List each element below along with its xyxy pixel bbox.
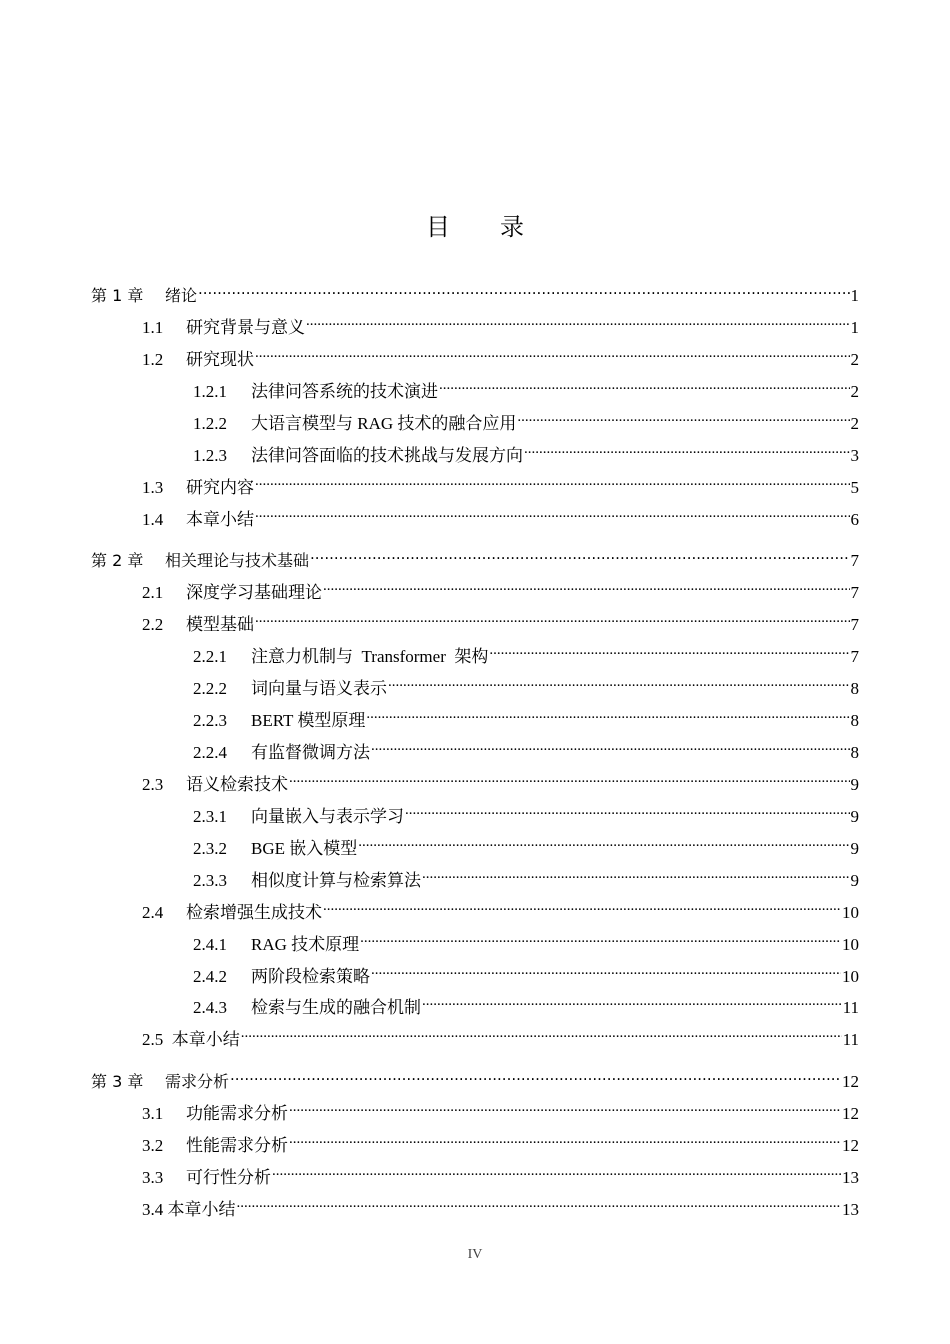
dot-leader [306,311,850,333]
toc-page-number: 7 [850,647,859,666]
toc-section-3-3[interactable] [142,1161,859,1187]
toc-label: 功能需求分析 [186,1104,288,1123]
dot-leader [289,1129,841,1151]
toc-number: 2.2 [142,615,164,634]
dot-leader [230,1065,841,1087]
toc-page-number: 9 [850,775,859,794]
toc-page-number: 8 [850,711,859,730]
dot-leader [388,672,850,694]
toc-page-number: 5 [850,478,859,497]
dot-leader [255,608,850,630]
dot-leader [405,800,850,822]
dot-leader [524,439,850,461]
toc-section-2-2-4[interactable] [193,736,859,762]
toc-page-number: 9 [850,871,859,890]
toc-label: 2.5 本章小结 [142,1030,240,1049]
toc-label: 研究现状 [186,350,254,369]
dot-leader [517,407,849,429]
dot-leader [323,576,850,598]
toc-number: 2.4.3 [193,998,227,1017]
toc-page-number: 12 [842,1136,859,1155]
toc-section-1-4[interactable] [142,503,859,529]
toc-label: 大语言模型与 RAG 技术的融合应用 [251,414,517,433]
toc-number: 3.2 [142,1136,164,1155]
toc-page-number: 11 [842,998,859,1017]
toc-page-number: 13 [842,1168,859,1187]
toc-section-2-4-2[interactable] [193,960,859,986]
toc-label: 有监督微调方法 [251,743,370,762]
toc-number: 1.4 [142,510,164,529]
toc-section-2-2[interactable] [142,608,859,634]
toc-section-2-4[interactable] [142,896,859,922]
toc-page-number: 2 [850,414,859,433]
toc-section-2-2-2[interactable] [193,672,859,698]
toc-label: 两阶段检索策略 [251,967,370,986]
toc-number: 2.2.2 [193,679,227,698]
toc-label: 3.4 本章小结 [142,1200,236,1219]
toc-label: BERT 模型原理 [251,711,366,730]
toc-label: 检索与生成的融合机制 [251,998,421,1017]
dot-leader [323,896,841,918]
toc-number: 2.3.1 [193,807,227,826]
toc-section-1-3[interactable] [142,471,859,497]
toc-label: 研究背景与意义 [186,318,305,337]
title-char-2: 录 [500,215,524,241]
dot-leader [237,1193,842,1215]
dot-leader [366,704,849,726]
dot-leader [489,640,849,662]
toc-chapter-3[interactable] [91,1065,859,1091]
toc-page-number: 10 [842,935,859,954]
toc-number: 2.2.3 [193,711,227,730]
toc-section-2-5[interactable] [142,1023,859,1049]
dot-leader [439,375,850,397]
toc-label: 语义检索技术 [186,775,288,794]
toc-page-number: 7 [850,551,859,570]
toc-number: 2.2.4 [193,743,227,762]
toc-label: 词向量与语义表示 [251,679,387,698]
toc-section-3-1[interactable] [142,1097,859,1123]
toc-page-number: 2 [850,350,859,369]
toc-page-number: 7 [850,615,859,634]
toc-section-1-2-1[interactable] [193,375,859,401]
dot-leader [422,864,850,886]
toc-number: 1.1 [142,318,164,337]
toc-label: 相似度计算与检索算法 [251,871,421,890]
toc-label: RAG 技术原理 [251,935,360,954]
toc-page-number: 8 [850,743,859,762]
dot-leader [255,503,850,525]
toc-label: 向量嵌入与表示学习 [251,807,404,826]
toc-section-3-4[interactable] [142,1193,859,1219]
toc-page-number: 10 [842,903,859,922]
toc-section-1-2-3[interactable] [193,439,859,465]
toc-label: 可行性分析 [186,1168,271,1187]
toc-section-2-4-3[interactable] [193,991,859,1017]
toc-section-2-1[interactable] [142,576,859,602]
toc-section-2-3-2[interactable] [193,832,859,858]
toc-section-2-2-3[interactable] [193,704,859,730]
toc-number: 第 2 章 [91,551,144,570]
toc-section-2-3-3[interactable] [193,864,859,890]
toc-number: 2.2.1 [193,647,227,666]
toc-label: 性能需求分析 [186,1136,288,1155]
toc-section-2-4-1[interactable] [193,928,859,954]
toc-number: 2.4 [142,903,164,922]
dot-leader [360,928,841,950]
toc-page-number: 9 [850,807,859,826]
toc-number: 第 3 章 [91,1072,144,1091]
toc-section-1-2[interactable] [142,343,859,369]
toc-section-2-3[interactable] [142,768,859,794]
dot-leader [198,279,849,301]
toc-page-number: 1 [850,286,859,305]
toc-page-number: 2 [850,382,859,401]
toc-page-number: 7 [850,583,859,602]
toc-section-2-2-1[interactable] [193,640,859,666]
dot-leader [255,471,850,493]
toc-section-2-3-1[interactable] [193,800,859,826]
page-footer-number: IV [467,1247,483,1262]
dot-leader [255,343,850,365]
toc-page-number: 6 [850,510,859,529]
toc-section-3-2[interactable] [142,1129,859,1155]
toc-page-number: 3 [850,446,859,465]
toc-section-1-2-2[interactable] [193,407,859,433]
toc-label: BGE 嵌入模型 [251,839,358,858]
toc-page-number: 1 [850,318,859,337]
dot-leader [358,832,849,854]
toc-page-number: 9 [850,839,859,858]
toc-number: 2.4.2 [193,967,227,986]
toc-number: 1.2.1 [193,382,227,401]
toc-number: 3.1 [142,1104,164,1123]
toc-number: 1.2 [142,350,164,369]
toc-section-1-1[interactable] [142,311,859,337]
dot-leader [289,768,850,790]
toc-number: 第 1 章 [91,286,144,305]
toc-number: 1.3 [142,478,164,497]
dot-leader [289,1097,841,1119]
toc-number: 2.1 [142,583,164,602]
toc-label: 注意力机制与 Transformer 架构 [251,647,489,666]
toc-number: 2.3 [142,775,164,794]
toc-page-number: 11 [842,1030,859,1049]
toc-page-number: 8 [850,679,859,698]
toc-number: 1.2.2 [193,414,227,433]
toc-number: 2.4.1 [193,935,227,954]
toc-page-number: 13 [842,1200,859,1219]
toc-page-number: 12 [842,1072,859,1091]
toc-label: 法律问答系统的技术演进 [251,382,438,401]
dot-leader [241,1023,842,1045]
toc-label: 绪论 [165,286,198,305]
toc-label: 本章小结 [186,510,254,529]
dot-leader [371,960,841,982]
toc-label: 模型基础 [186,615,254,634]
toc-number: 3.3 [142,1168,164,1187]
toc-number: 2.3.2 [193,839,227,858]
dot-leader [310,544,849,566]
toc-label: 研究内容 [186,478,254,497]
toc-number: 2.3.3 [193,871,227,890]
toc-label: 需求分析 [165,1072,230,1091]
page-title [0,207,950,242]
toc-label: 深度学习基础理论 [186,583,322,602]
title-char-1: 目 [426,215,450,241]
dot-leader [371,736,850,758]
toc-label: 检索增强生成技术 [186,903,322,922]
toc-chapter-1[interactable] [91,279,859,305]
toc-label: 相关理论与技术基础 [165,551,310,570]
toc-label: 法律问答面临的技术挑战与发展方向 [251,446,523,465]
dot-leader [272,1161,841,1183]
dot-leader [422,991,842,1013]
toc-page-number: 10 [842,967,859,986]
toc-number: 1.2.3 [193,446,227,465]
toc-chapter-2[interactable] [91,544,859,570]
toc-page-number: 12 [842,1104,859,1123]
